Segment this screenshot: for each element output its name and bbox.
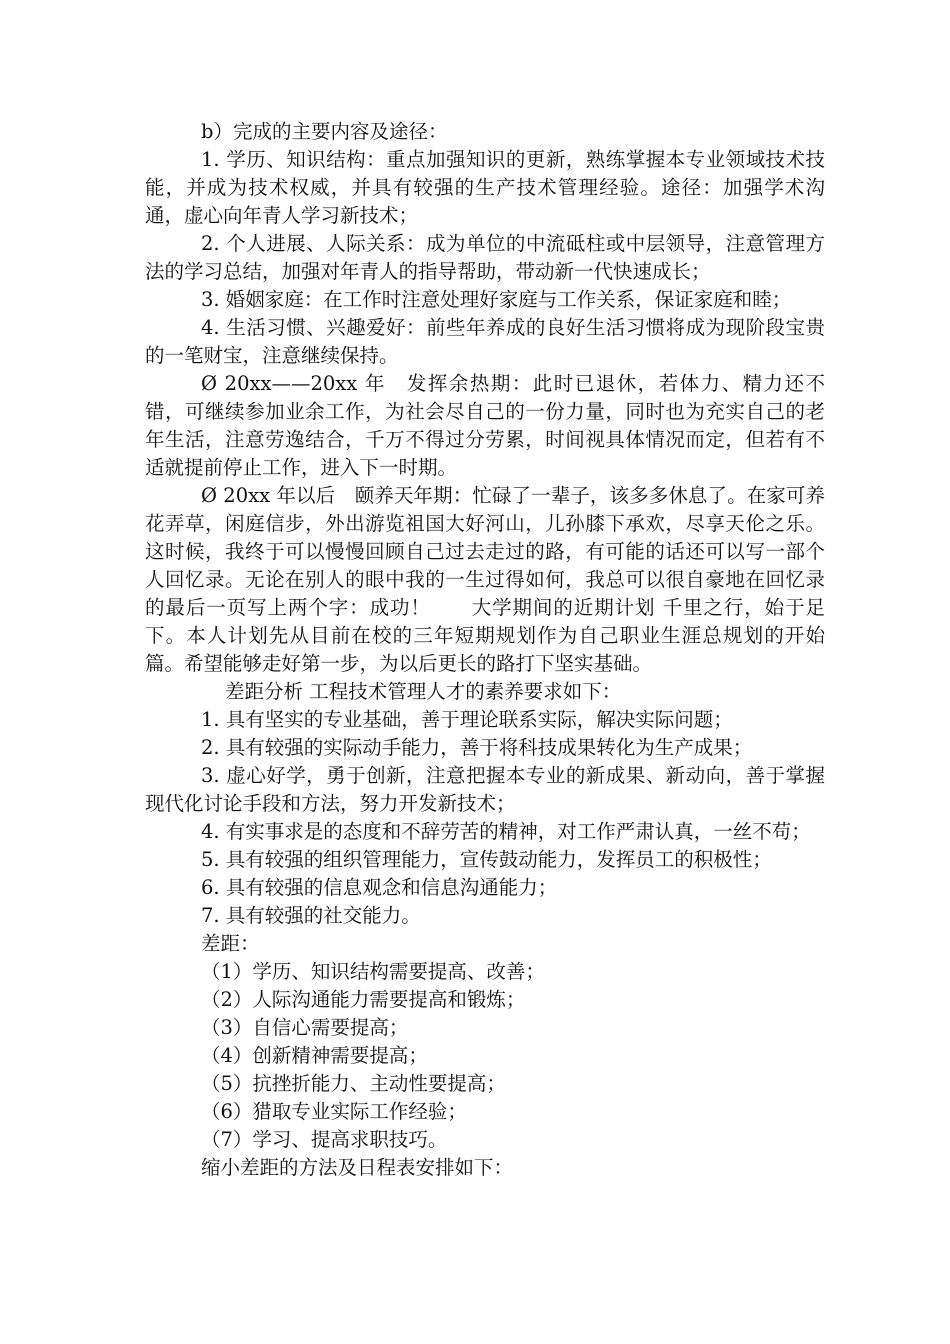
gap-item-7: （7）学习、提高求职技巧。	[201, 1128, 448, 1151]
requirement-item-7: 7. 具有较强的社交能力。	[201, 904, 421, 927]
gap-item-6: （6）猎取专业实际工作经验；	[201, 1100, 467, 1123]
gap-heading: 差距：	[201, 932, 260, 955]
gap-item-5: （5）抗挫折能力、主动性要提高；	[201, 1072, 506, 1095]
requirement-item-1: 1. 具有坚实的专业基础，善于理论联系实际，解决实际问题；	[201, 708, 733, 731]
gap-item-3: （3）自信心需要提高；	[201, 1016, 409, 1039]
closing-heading-schedule: 缩小差距的方法及日程表安排如下：	[201, 1156, 514, 1179]
gap-item-4: （4）创新精神需要提高；	[201, 1044, 428, 1067]
document-body	[145, 118, 825, 1182]
gap-item-1: （1）学历、知识结构需要提高、改善；	[201, 960, 545, 983]
requirement-item-5: 5. 具有较强的组织管理能力，宣传鼓动能力，发挥员工的积极性；	[201, 848, 772, 871]
paragraph-old-age-period: Ø 20xx 年以后 颐养天年期：忙碌了一辈子，该多多休息了。在家可养花弄草，闲庭信步，外出游览祖国大好河山，儿孙膝下承欢，尽享天伦之乐。这时候，我终于可以慢慢回顾自己过去走过的路，有可能的话还可以写一部个人回忆录。无论在别人的眼中我的一生过得如何，我总可以很自豪地在回忆录的最后一页写上两个字：成功！ 大学期间的近期计划 千里之行，始于足下。本人计划先从目前在校的三年短期规划作为自己职业生涯总规划的开始篇。希望能够走好第一步，为以后更长的路打下坚实基础。	[145, 484, 825, 675]
requirement-item-2: 2. 具有较强的实际动手能力，善于将科技成果转化为生产成果；	[201, 736, 753, 759]
paragraph-retirement-work-period: Ø 20xx——20xx 年 发挥余热期：此时已退休，若体力、精力还不错，可继续参加业余工作，为社会尽自己的一份力量，同时也为充实自己的老年生活，注意劳逸结合，千万不得过分劳累，时间视具体情况而定，但若有不适就提前停止工作，进入下一时期。	[145, 372, 825, 479]
list-item-education: 1. 学历、知识结构：重点加强知识的更新，熟练掌握本专业领域技术技能，并成为技术权威，并具有较强的生产技术管理经验。途径：加强学术沟通，虚心向年青人学习新技术；	[145, 148, 825, 227]
gap-item-2: （2）人际沟通能力需要提高和锻炼；	[201, 988, 526, 1011]
list-item-family: 3. 婚姻家庭：在工作时注意处理好家庭与工作关系，保证家庭和睦；	[201, 288, 792, 311]
requirement-item-3: 3. 虚心好学，勇于创新，注意把握本专业的新成果、新动向，善于掌握现代化讨论手段和方法，努力开发新技术；	[145, 764, 825, 815]
section-heading-gap-analysis: 差距分析 工程技术管理人才的素养要求如下：	[225, 680, 622, 703]
requirement-item-6: 6. 具有较强的信息观念和信息沟通能力；	[201, 876, 558, 899]
requirement-item-4: 4. 有实事求是的态度和不辞劳苦的精神，对工作严肃认真，一丝不苟；	[201, 820, 811, 843]
list-item-habits: 4. 生活习惯、兴趣爱好：前些年养成的良好生活习惯将成为现阶段宝贵的一笔财宝，注意继续保持。	[145, 316, 825, 367]
list-item-personal-development: 2. 个人进展、人际关系：成为单位的中流砥柱或中层领导，注意管理方法的学习总结，加强对年青人的指导帮助，带动新一代快速成长；	[145, 232, 825, 283]
section-heading-main-content: b）完成的主要内容及途径：	[201, 120, 448, 143]
